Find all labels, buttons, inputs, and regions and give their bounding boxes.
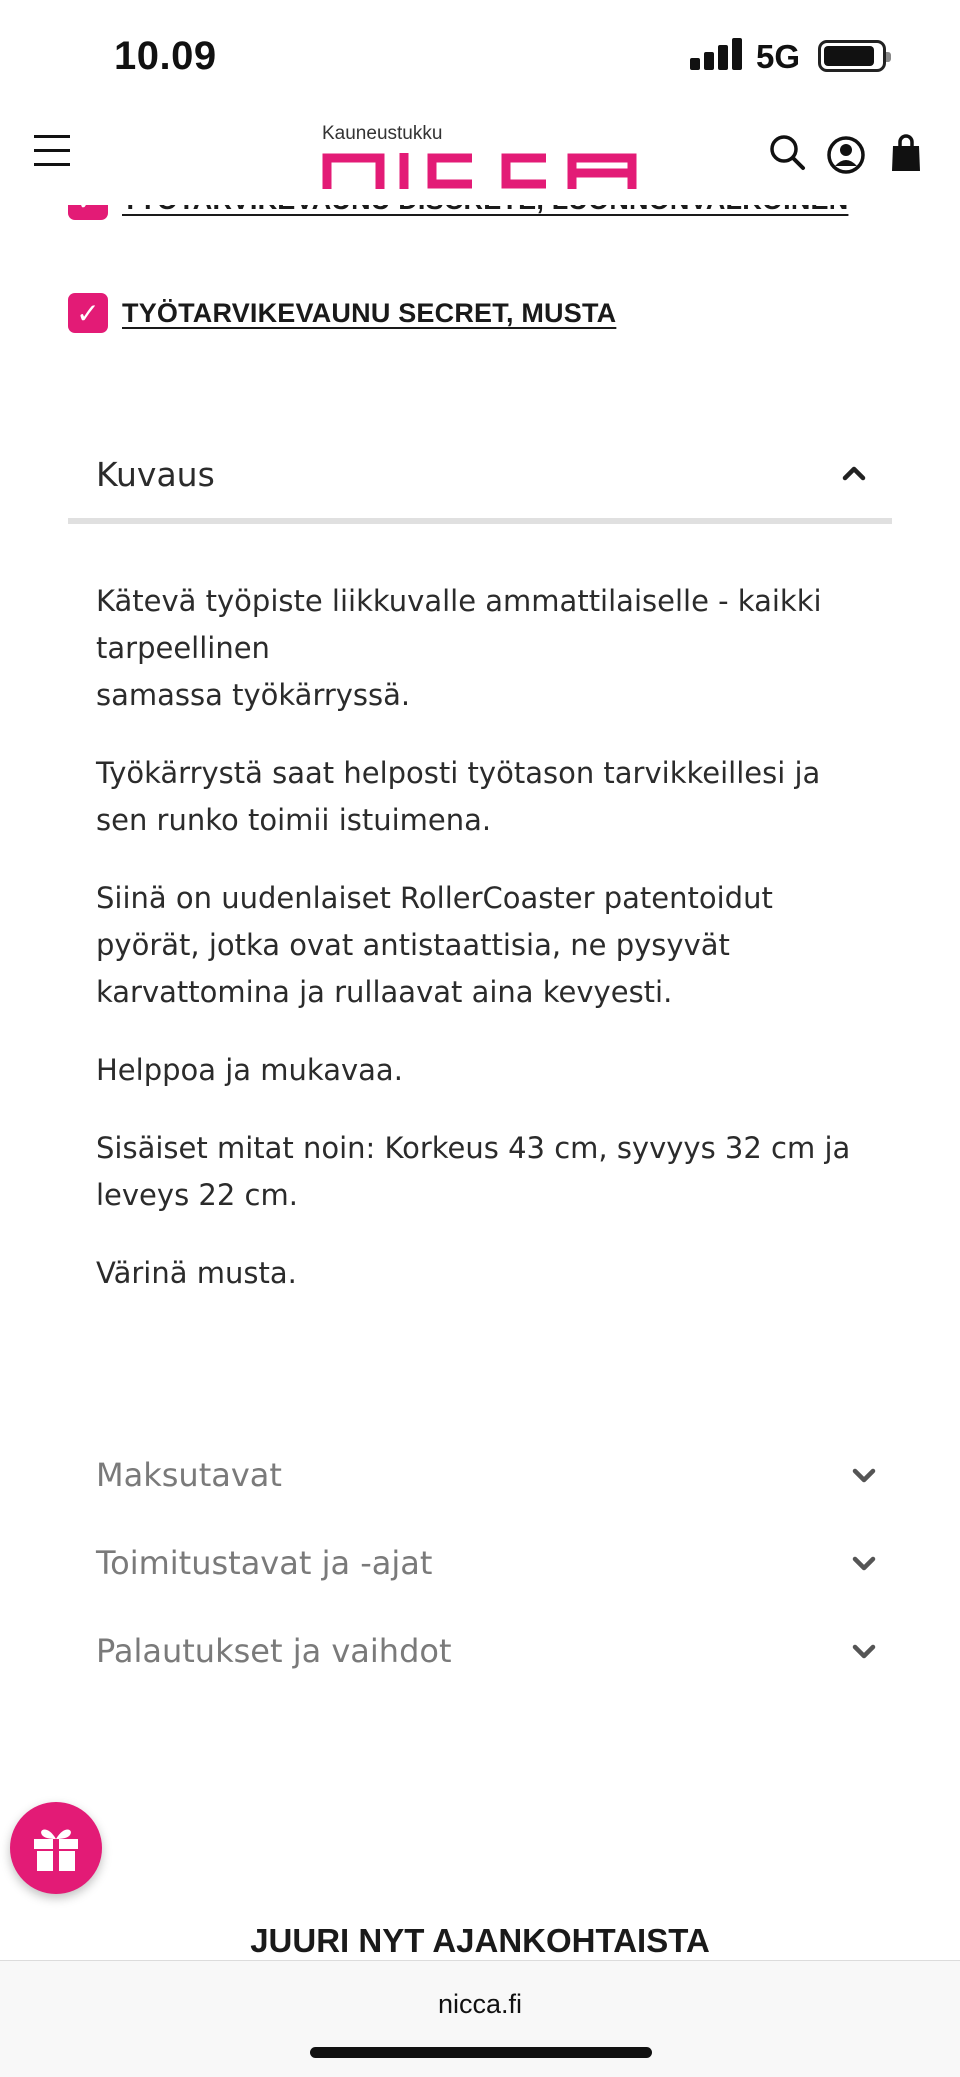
battery-icon	[818, 40, 886, 72]
home-indicator[interactable]	[310, 2047, 652, 2058]
related-item-secret[interactable]	[68, 293, 616, 333]
checkbox-checked-icon[interactable]: ✓	[68, 293, 108, 333]
chevron-down-icon[interactable]	[850, 1638, 878, 1666]
accordion-payment-methods[interactable]	[96, 1448, 892, 1508]
network-type: 5G	[756, 38, 801, 75]
description-paragraph: Työkärrystä saat helposti työtason tarvikkeillesi ja sen runko toimii istuimena.	[96, 756, 821, 837]
chevron-down-icon[interactable]	[850, 1550, 878, 1578]
url-text[interactable]: nicca.fi	[437, 1989, 523, 2019]
cart-icon[interactable]	[890, 133, 922, 173]
accordion-divider	[68, 518, 892, 524]
accordion-label: Maksutavat	[96, 1456, 282, 1494]
search-icon[interactable]	[768, 133, 806, 171]
related-item-label[interactable]: TYÖTARVIKEVAUNU SECRET, MUSTA	[122, 297, 617, 328]
description-paragraph: Helppoa ja mukavaa.	[96, 1053, 403, 1087]
chevron-down-icon[interactable]	[850, 1462, 878, 1490]
description-body	[96, 578, 876, 1328]
menu-icon[interactable]	[34, 133, 70, 167]
accordion-returns[interactable]	[96, 1624, 892, 1684]
gift-icon	[30, 1823, 82, 1873]
description-accordion-header[interactable]	[68, 425, 892, 525]
nicca-logo[interactable]	[322, 149, 638, 189]
gift-button[interactable]	[10, 1802, 102, 1894]
news-section-title: JUURI NYT AJANKOHTAISTA	[250, 1922, 710, 1959]
accordion-label: Toimitustavat ja -ajat	[96, 1544, 433, 1582]
status-bar	[0, 0, 960, 115]
logo-tagline: Kauneustukku	[322, 123, 443, 144]
account-icon[interactable]	[826, 135, 866, 175]
description-title: Kuvaus	[96, 455, 215, 494]
description-paragraph: Värinä musta.	[96, 1256, 297, 1290]
status-time: 10.09	[114, 34, 217, 78]
accordion-label: Palautukset ja vaihdot	[96, 1632, 452, 1670]
chevron-up-icon[interactable]	[840, 459, 868, 487]
accordion-delivery[interactable]	[96, 1536, 892, 1596]
signal-icon	[690, 38, 742, 70]
browser-address-bar[interactable]	[0, 1960, 960, 2077]
description-paragraph: Sisäiset mitat noin: Korkeus 43 cm, syvyys 32 cm ja leveys 22 cm.	[96, 1131, 851, 1212]
description-paragraph: Siinä on uudenlaiset RollerCoaster patentoidut pyörät, jotka ovat antistaattisia, ne pysyvät karvattomina ja rullaavat aina kevyesti.	[96, 881, 773, 1009]
description-paragraph: Kätevä työpiste liikkuvalle ammattilaiselle - kaikki tarpeellinen samassa työkärryssä.	[96, 584, 822, 712]
site-header	[0, 115, 960, 205]
